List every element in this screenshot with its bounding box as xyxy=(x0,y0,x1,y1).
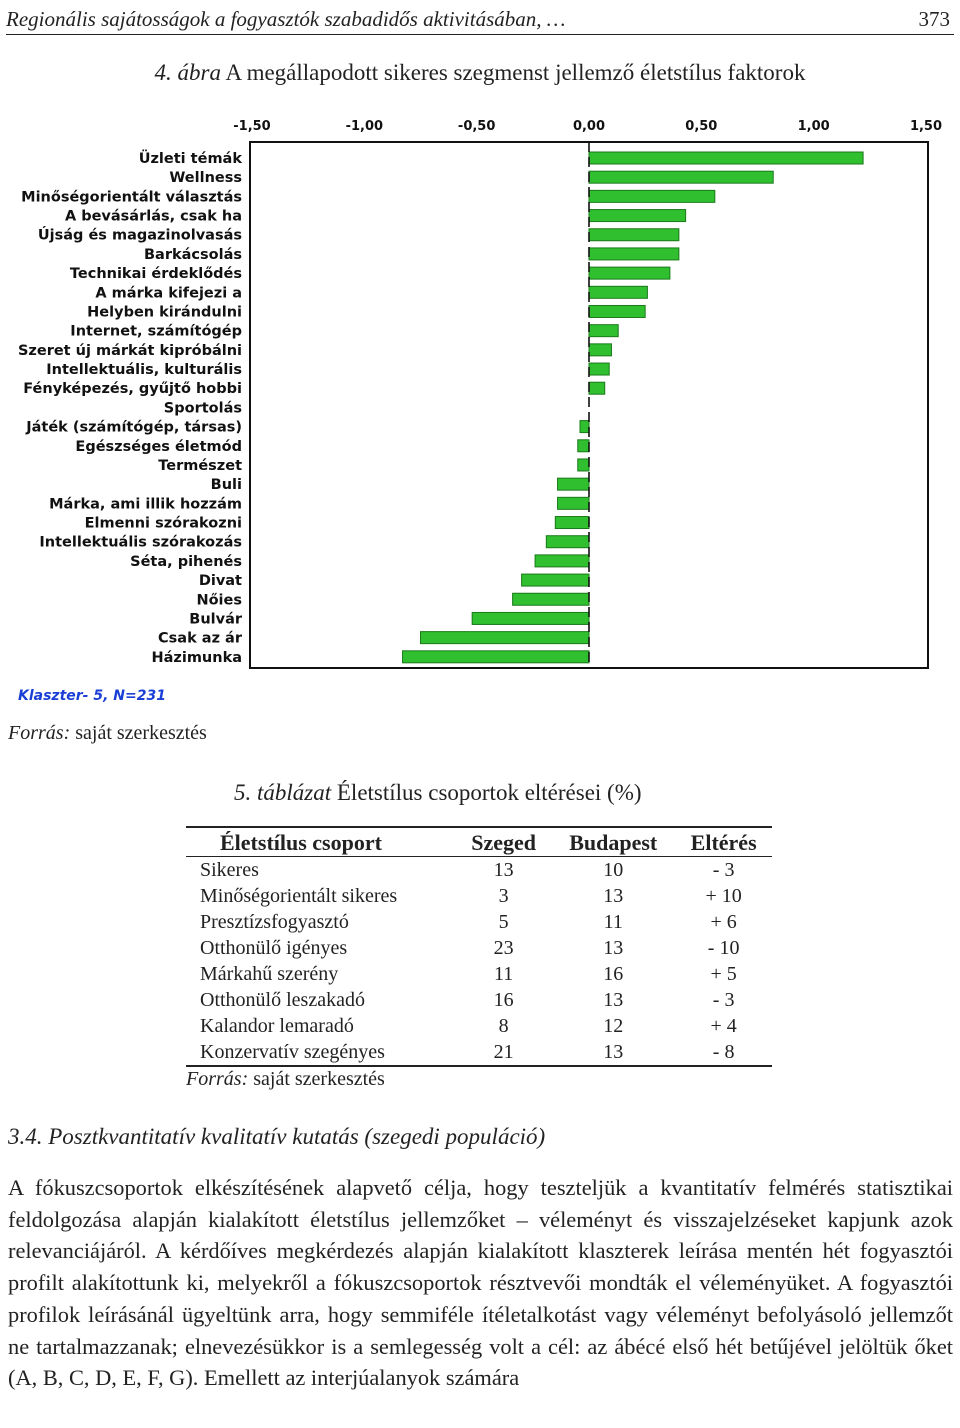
bar xyxy=(472,612,589,624)
bar xyxy=(558,497,589,509)
cell-difference: + 10 xyxy=(705,885,742,907)
bar-chart xyxy=(0,108,960,672)
bar xyxy=(403,651,589,663)
cell-difference: + 5 xyxy=(710,963,737,985)
category-label: Játék (számítógép, társas) xyxy=(26,419,242,436)
running-title: Regionális sajátosságok a fogyasztók szabadidős aktivitásában, … xyxy=(6,7,566,31)
category-label: A márka kifejezi a xyxy=(95,285,242,302)
table-row xyxy=(186,1013,772,1039)
cell-difference: + 6 xyxy=(710,911,737,933)
cell-difference: - 10 xyxy=(707,937,740,959)
category-label: Nőies xyxy=(196,592,242,609)
table-row xyxy=(186,987,772,1013)
bar xyxy=(589,325,618,337)
cell-budapest: 13 xyxy=(551,1039,675,1066)
table-row xyxy=(186,883,772,909)
category-label: Természet xyxy=(158,457,242,474)
table-title: Életstílus csoportok eltérései (%) xyxy=(336,780,642,805)
bar xyxy=(558,478,589,490)
cell-group: Márkahű szerény xyxy=(200,963,339,985)
table-source xyxy=(186,1068,385,1091)
x-tick-label: 0,00 xyxy=(572,119,606,134)
bar xyxy=(589,305,645,317)
bar xyxy=(555,517,589,529)
bar xyxy=(589,210,686,222)
cell-group: Presztízsfogyasztó xyxy=(200,911,349,933)
cluster-label: Klaszter- 5, N=231 xyxy=(18,688,166,704)
category-label: Bulvár xyxy=(189,611,242,628)
bar xyxy=(522,574,589,586)
bar xyxy=(580,421,589,433)
table-row xyxy=(186,1039,772,1066)
table-source-text: saját szerkesztés xyxy=(253,1068,385,1090)
bar xyxy=(535,555,589,567)
category-label: Sportolás xyxy=(163,400,242,417)
cell-szeged: 8 xyxy=(498,1015,509,1037)
body-paragraph: A fókuszcsoportok elkészítésének alapvető célja, hogy teszteljük a kvantitatív felmérés statisztikai feldolgozása alapján kialakított életstílus jellemzőket – véleményt és visszajelzéseket kapjunk azok relevanciájáról. A kérdőíves megkérdezés alapján kialakított klaszterek leírása mentén hét fogyasztói profilt alakítottunk ki, melyekről a fókuszcsoportok résztvevői mondták el véleményüket. A fogyasztói profilok leírásánál ügyeltünk arra, hogy semmiféle ítéletalkotást vagy véleményt befolyásoló jellemzőt ne tartalmazzanak; elnevezésükkor is a semlegesség volt a cél: az ábécé első hét betűjével jelöltük őket (A, B, C, D, E, F, G). Emellett az interjúalanyok számára xyxy=(8,1175,953,1391)
figure-source xyxy=(8,722,207,745)
category-label: Üzleti témák xyxy=(138,151,242,167)
cell-budapest: 13 xyxy=(603,885,624,907)
table-source-label: Forrás: xyxy=(186,1068,249,1090)
cell-difference: + 4 xyxy=(710,1015,737,1037)
figure-number: 4. ábra xyxy=(154,60,221,85)
category-label: Barkácsolás xyxy=(144,246,242,263)
table-row xyxy=(186,961,772,987)
category-label: Szeret új márkát kipróbálni xyxy=(17,342,242,359)
cell-budapest: 10 xyxy=(603,859,624,881)
category-label: Házimunka xyxy=(151,649,242,666)
header-difference: Eltérés xyxy=(675,827,772,857)
cell-group: Minőségorientált sikeres xyxy=(200,885,398,907)
cell-group: Otthonülő igényes xyxy=(200,937,348,959)
cell-difference: - 8 xyxy=(675,1039,772,1066)
category-label: Csak az ár xyxy=(158,630,242,647)
table-caption xyxy=(234,780,642,806)
bar xyxy=(421,632,590,644)
bar xyxy=(513,593,589,605)
figure-caption xyxy=(0,60,960,86)
figure-source-text: saját szerkesztés xyxy=(75,722,207,744)
page-number: 373 xyxy=(918,7,950,31)
bar xyxy=(589,190,715,202)
x-tick-label: -0,50 xyxy=(457,119,496,134)
x-tick-label: 1,00 xyxy=(797,119,830,134)
category-label: Újság és magazinolvasás xyxy=(37,227,242,244)
bar xyxy=(589,267,670,279)
x-tick-label: 1,50 xyxy=(909,119,943,134)
category-label: Séta, pihenés xyxy=(130,553,242,570)
category-label: Helyben kirándulni xyxy=(87,304,242,321)
category-label: A bevásárlás, csak ha xyxy=(64,208,242,225)
table-header-row xyxy=(186,827,772,857)
cell-szeged: 23 xyxy=(493,937,514,959)
cell-budapest: 13 xyxy=(603,989,624,1011)
table-row xyxy=(186,857,772,884)
header-szeged: Szeged xyxy=(456,827,551,857)
figure-title: A megállapodott sikeres szegmenst jellemző életstílus faktorok xyxy=(225,60,806,85)
header-budapest: Budapest xyxy=(551,827,675,857)
category-label: Intellektuális, kulturális xyxy=(46,362,242,379)
table-number: 5. táblázat xyxy=(234,780,332,805)
category-label: Elmenni szórakozni xyxy=(84,515,242,532)
x-tick-label: -1,00 xyxy=(345,119,384,134)
cell-budapest: 12 xyxy=(603,1015,624,1037)
table-row xyxy=(186,935,772,961)
bar xyxy=(578,440,589,452)
category-label: Minőségorientált választás xyxy=(21,189,242,206)
bar xyxy=(589,344,611,356)
category-label: Technikai érdeklődés xyxy=(69,266,242,283)
table-row xyxy=(186,909,772,935)
cell-group: Konzervatív szegényes xyxy=(186,1039,456,1066)
category-label: Internet, számítógép xyxy=(70,323,242,340)
cell-szeged: 21 xyxy=(456,1039,551,1066)
cell-budapest: 13 xyxy=(603,937,624,959)
figure-source-label: Forrás: xyxy=(8,722,71,744)
bar xyxy=(578,459,589,471)
category-label: Fényképezés, gyűjtő hobbi xyxy=(23,381,242,398)
category-label: Wellness xyxy=(169,170,242,187)
cell-szeged: 3 xyxy=(498,885,509,907)
cell-budapest: 11 xyxy=(603,911,623,933)
cell-group: Otthonülő leszakadó xyxy=(200,989,365,1011)
lifestyle-table xyxy=(186,826,772,1067)
cell-szeged: 5 xyxy=(498,911,509,933)
bar xyxy=(546,536,589,548)
cell-szeged: 16 xyxy=(493,989,514,1011)
x-tick-label: -1,50 xyxy=(233,119,271,134)
x-tick-label: 0,50 xyxy=(685,119,718,134)
category-label: Egészséges életmód xyxy=(75,438,242,455)
bar xyxy=(589,286,647,298)
cell-group: Sikeres xyxy=(200,859,259,881)
bar xyxy=(589,152,863,164)
bar xyxy=(589,229,679,241)
section-heading: 3.4. Posztkvantitatív kvalitatív kutatás (szegedi populáció) xyxy=(8,1124,546,1149)
cell-group: Kalandor lemaradó xyxy=(200,1015,354,1037)
category-label: Márka, ami illik hozzám xyxy=(49,496,242,513)
category-label: Buli xyxy=(210,477,242,494)
bar xyxy=(589,363,609,375)
cell-difference: - 3 xyxy=(712,859,735,881)
running-header xyxy=(6,4,954,35)
bar xyxy=(589,248,679,260)
bar xyxy=(589,171,773,183)
cell-szeged: 13 xyxy=(493,859,514,881)
cell-budapest: 16 xyxy=(603,963,624,985)
category-label: Divat xyxy=(198,573,242,590)
header-group: Életstílus csoport xyxy=(186,827,456,857)
cell-difference: - 3 xyxy=(712,989,735,1011)
cell-szeged: 11 xyxy=(493,963,514,985)
category-label: Intellektuális szórakozás xyxy=(39,534,242,551)
bar xyxy=(589,382,605,394)
